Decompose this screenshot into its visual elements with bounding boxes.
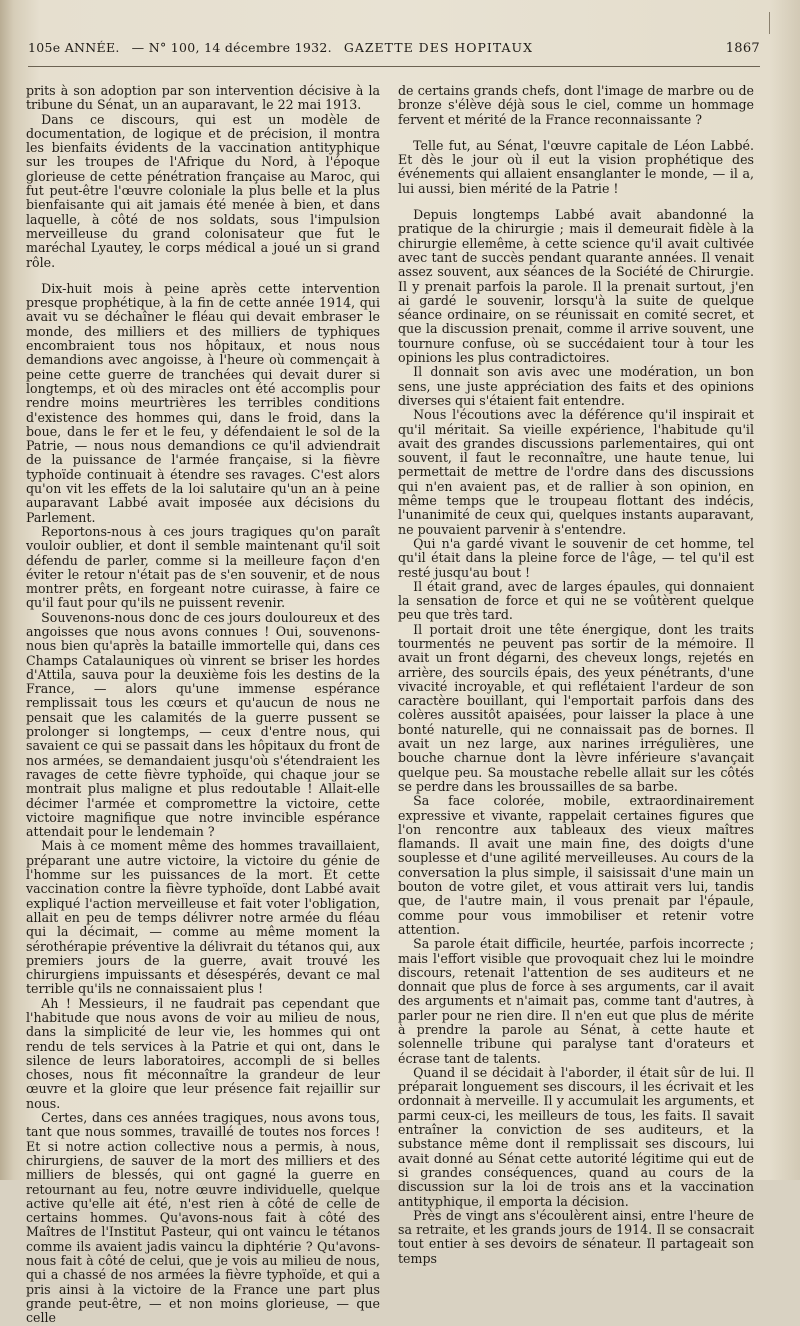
paragraph: Reportons-nous à ces jours tragiques qu'on paraît vouloir oublier, et dont il semble maintenant qu'il soit défendu de parler, comme si la meilleure façon d'en éviter le retour n'était pas de s'en souvenir, et de nous montrer prêts, en forgeant notre cuirasse, à faire ce qu'il faut pour qu'ils ne puissent revenir.: [26, 523, 380, 611]
paragraph: de certains grands chefs, dont l'image de marbre ou de bronze s'élève déjà sous le ciel, comme un hommage fervent et mérité de la France reconnaissante ?: [398, 83, 754, 127]
paragraph: Sa face colorée, mobile, extraordinairement expressive et vivante, rappelait certaines figures que l'on rencontre aux tableaux des vieux maîtres flamands. Il avait une main fine, des doigts d'une souplesse et d'une agilité merveilleuses. Au cours de la conversation la plus simple, il saisissait d'une main un bouton de votre gilet, et vous attirait vers lui, tandis que, de l'autre main, il vous prenait par l'épaule, comme pour vous immobiliser et retenir votre attention.: [398, 793, 754, 937]
volume-label: 105e ANNÉE.: [28, 40, 120, 55]
paragraph: Sa parole était difficile, heurtée, parfois incorrecte ; mais l'effort visible que provoquait chez lui le moindre discours, retenait l'attention de ses auditeurs et ne donnait que plus de force à ses arguments, car il avait des arguments et n'aimait pas, comme tant d'autres, à parler pour ne rien dire. Il n'en eut que plus de mérite à prendre la parole au Sénat, à cette haute et solennelle tribune qui paralyse tant d'orateurs et écrase tant de talents.: [398, 936, 754, 1066]
paragraph: Quand il se décidait à l'aborder, il était sûr de lui. Il préparait longuement ses discours, il les écrivait et les ordonnait à merveille. Il y accumulait les arguments, et parmi ceux-ci, les meilleurs de tous, les faits. Il savait entraîner la conviction de ses auditeurs, et la substance même dont il remplissait ses discours, lui avait donné au Sénat cette autorité légitime qui eut de si grandes conséquences, quand au cours de la discussion sur la loi de trois ans et la vaccination antityphique, il emporta la décision.: [398, 1064, 754, 1209]
header-rule: [28, 66, 760, 67]
paragraph: Mais à ce moment même des hommes travaillaient, préparant une autre victoire, la victoire du génie de l'homme sur les puissances de la mort. Et cette vaccination contre la fièvre typhoïde, dont Labbé avait expliqué l'action merveilleuse et fait voter l'obligation, allait en peu de temps délivrer notre armée du fléau qui la décimait, — comme au même moment la sérothérapie préventive la délivrait du tétanos qui, aux premiers jours de la guerre, avait trouvé les chirurgiens impuissants et désespérés, devant ce mal terrible qu'ils ne connaissaient plus !: [26, 838, 380, 997]
paragraph: Il était grand, avec de larges épaules, qui donnaient la sensation de force et qui ne se voûtèrent quelque peu que très tard.: [398, 578, 754, 623]
right-column: [398, 83, 754, 1266]
paragraph: Près de vingt ans s'écoulèrent ainsi, entre l'heure de sa retraite, et les grands jours de 1914. Il se consacrait tout entier à ses devoirs de sénateur. Il partageait son temps: [398, 1207, 754, 1266]
paragraph: Il donnait son avis avec une modération, un bon sens, une juste appréciation des faits et des opinions diverses qui s'étaient fait entendre.: [398, 364, 754, 408]
header-left: [28, 40, 533, 55]
paragraph: Dans ce discours, qui est un modèle de documentation, de logique et de précision, il montra les bienfaits évidents de la vaccination antityphique sur les troupes de l'Afrique du Nord, à l'époque glorieuse de cette pénétration française au Maroc, qui fut peut-être l'œuvre coloniale la plus belle et la plus bienfaisante qui ait jamais été menée à bien, et dans laquelle, à côté de nos soldats, sous l'impulsion merveilleuse du grand colonisateur que fut le maréchal Lyautey, le corps médical a joué un si grand rôle.: [26, 111, 380, 270]
paragraph: Dix-huit mois à peine après cette intervention presque prophétique, à la fin de cette année 1914, qui avait vu se déchaîner le fléau qui devait embraser le monde, des milliers et des milliers de typhiques encombraient tous nos hôpitaux, et nous nous demandions avec angoisse, à l'heure où commençait à peine cette guerre de tranchées qui devait durer si longtemps, et où des miracles ont été accomplis pour rendre moins meurtrières les terribles conditions d'existence des hommes qui, dans le froid, dans la boue, dans le fer et le feu, y défendaient le sol de la Patrie, — nous nous demandions ce qu'il adviendrait de la puissance de l'armée française, si la fièvre typhoïde continuait à étendre ses ravages. C'est alors qu'on vit les effets de la loi salutaire qu'un an à peine auparavant Labbé avait imposée aux décisions du Parlement.: [26, 280, 380, 525]
paragraph: Nous l'écoutions avec la déférence qu'il inspirait et qu'il méritait. Sa vieille expérience, l'habitude qu'il avait des grandes discussions parlementaires, qui ont souvent, il faut le reconnaître, une haute tenue, lui permettait de mettre de l'ordre dans des discussions qui n'en avaient pas, et de rallier à son opinion, en même temps que le troupeau flottant des indécis, l'unanimité de ceux qui, quelques instants auparavant, ne pouvaient parvenir à s'entendre.: [398, 407, 754, 537]
issue-label: — N° 100, 14 décembre 1932.: [131, 40, 332, 55]
page-number: 1867: [725, 41, 760, 56]
paragraph: Certes, dans ces années tragiques, nous avons tous, tant que nous sommes, travaillé de toutes nos forces ! Et si notre action collective nous a permis, à nous, chirurgiens, de sauver de la mort des milliers et des milliers de blessés, qui ont gagné la guerre en retournant au feu, notre œuvre individuelle, quelque active qu'elle ait été, n'est rien à côté de celle de certains hommes. Qu'avons-nous fait à côté des Maîtres de l'Institut Pasteur, qui ont vaincu le tétanos comme ils avaient jadis vaincu la diphtérie ? Qu'avons-nous fait à côté de celui, que je vois au milieu de nous, qui a chassé de nos armées la fièvre typhoïde, et qui a pris ainsi à la victoire de la France une part plus grande peut-être, — et non moins glorieuse, — que celle: [26, 1110, 380, 1326]
paragraph: Telle fut, au Sénat, l'œuvre capitale de Léon Labbé. Et dès le jour où il eut la vision prophétique des événements qui allaient ensanglanter le monde, — il a, lui aussi, bien mérité de la Patrie !: [398, 137, 754, 196]
paragraph: Il portait droit une tête énergique, dont les traits tourmentés ne peuvent pas sortir de la mémoire. Il avait un front dégarni, des cheveux longs, rejetés en arrière, des sourcils épais, des yeux pénétrants, d'une vivacité incroyable, et qui reflétaient l'ardeur de son caractère bouillant, qui l'emportait parfois dans des colères aussitôt apaisées, pour laisser la place à une bonté naturelle, qui ne connaissait pas de bornes. Il avait un nez large, aux narines irrégulières, une bouche charnue dont la lèvre inférieure s'avançait quelque peu. Sa moustache rebelle allait sur les côtés se perdre dans les broussailles de sa barbe.: [398, 621, 754, 794]
left-column: [26, 83, 380, 1326]
paragraph: Souvenons-nous donc de ces jours douloureux et des angoisses que nous avons connues ! Oui, souvenons-nous bien qu'après la bataille immortelle qui, dans ces Champs Catalauniques où vinrent se briser les hordes d'Attila, sauva pour la deuxième fois les destins de la France, — alors qu'une immense espérance remplissait tous les cœurs et qu'aucun de nous ne pensait que les calamités de la guerre pussent se prolonger si longtemps, — ceux d'entre nous, qui savaient ce qui se passait dans les hôpitaux du front de nos armées, se demandaient jusqu'où s'étendraient les ravages de cette fièvre typhoïde, qui chaque jour se montrait plus maligne et plus redoutable ! Allait-elle décimer l'armée et compromettre la victoire, cette victoire magnifique que notre invincible espérance attendait pour le lendemain ?: [26, 609, 380, 840]
journal-title: GAZETTE DES HOPITAUX: [343, 40, 533, 55]
running-header: [28, 40, 760, 66]
page-edge-mark: [769, 12, 770, 34]
paragraph: Qui n'a gardé vivant le souvenir de cet homme, tel qu'il était dans la pleine force de l'âge, — tel qu'il est resté jusqu'au bout !: [398, 535, 754, 580]
paragraph: Ah ! Messieurs, il ne faudrait pas cependant que l'habitude que nous avons de voir au milieu de nous, dans la simplicité de leur vie, les hommes qui ont rendu de tels services à la Patrie et qui ont, dans le silence de leurs laboratoires, accompli de si belles choses, nous fit méconnaître la grandeur de leur œuvre et la gloire que leur présence fait rejaillir sur nous.: [26, 995, 380, 1111]
paragraph: prits à son adoption par son intervention décisive à la tribune du Sénat, un an auparavant, le 22 mai 1913.: [26, 83, 380, 113]
paragraph: Depuis longtemps Labbé avait abandonné la pratique de la chirurgie ; mais il demeurait fidèle à la chirurgie ellemême, à cette science qu'il avait cultivée avec tant de succès pendant quarante années. Il venait assez souvent, aux séances de la Société de Chirurgie. Il y prenait parfois la parole. Il la prenait surtout, j'en ai gardé le souvenir, lorsqu'à la suite de quelque séance ordinaire, on se réunissait en comité secret, et que la discussion prenait, comme il arrive souvent, une tournure confuse, où se succédaient tour à tour les opinions les plus contradictoires.: [398, 207, 754, 366]
